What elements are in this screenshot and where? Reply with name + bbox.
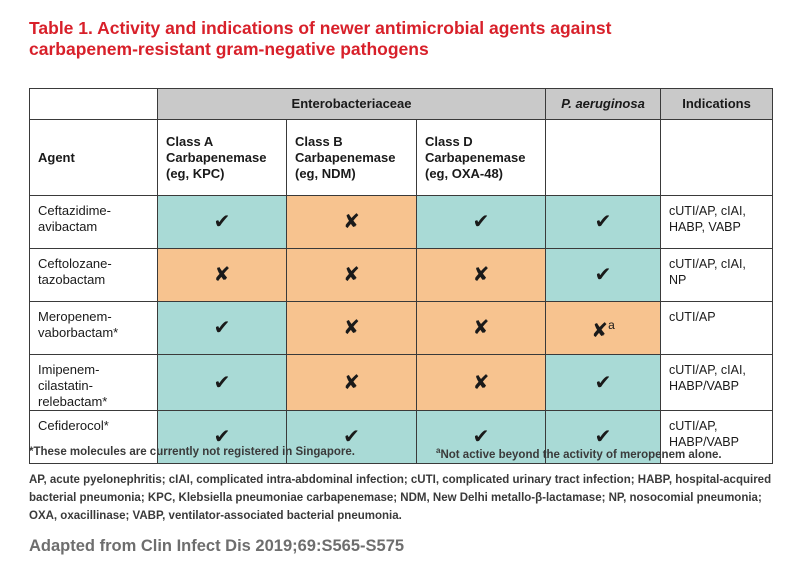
cross-icon: ✘ (343, 211, 360, 233)
check-icon: ✔ (343, 426, 360, 448)
indications-cell: cUTI/AP (661, 302, 773, 355)
pa-subheader-empty (546, 120, 661, 196)
cross-icon: ✘ (591, 320, 609, 342)
pa-cell (546, 355, 661, 411)
indications-cell: cUTI/AP, cIAI, HABP, VABP (661, 196, 773, 249)
footnote-ref: a (608, 318, 615, 332)
class-b-cell (287, 302, 417, 355)
check-icon: ✔ (472, 211, 490, 233)
class-d-header: Class D Carbapenemase (eg, OXA-48) (417, 120, 546, 196)
class-b-cell (287, 355, 417, 411)
footnote-a (436, 446, 722, 461)
title-line-1: Table 1. Activity and indications of newer antimicrobial agents against (29, 18, 612, 38)
table-row (30, 302, 773, 355)
cross-icon: ✘ (343, 371, 360, 394)
class-a-cell (158, 196, 287, 249)
enterobacteriaceae-header: Enterobacteriaceae (158, 89, 546, 120)
class-d-cell (417, 249, 546, 302)
class-d-cell (417, 302, 546, 355)
empty-corner-cell (30, 89, 158, 120)
table-body (30, 196, 773, 464)
check-icon: ✔ (213, 371, 231, 394)
class-b-cell (287, 196, 417, 249)
check-icon: ✔ (213, 317, 231, 339)
group-header-row (30, 89, 773, 120)
table-title (29, 18, 789, 60)
check-icon: ✔ (213, 211, 231, 233)
pa-cell (546, 302, 661, 355)
agent-header: Agent (30, 120, 158, 196)
check-icon: ✔ (594, 371, 612, 394)
cross-icon: ✘ (213, 264, 231, 286)
class-a-header: Class A Carbapenemase (eg, KPC) (158, 120, 287, 196)
footnote-star: *These molecules are currently not registered in Singapore. (29, 446, 355, 458)
check-icon: ✔ (472, 426, 490, 448)
class-b-cell (287, 249, 417, 302)
class-a-cell (158, 355, 287, 411)
check-icon: ✔ (594, 211, 612, 233)
agent-cell: Ceftazidime-avibactam (30, 196, 158, 249)
pa-cell (546, 249, 661, 302)
class-d-cell (417, 355, 546, 411)
footnote-a-text: Not active beyond the activity of meropenem alone. (440, 448, 722, 461)
check-icon: ✔ (594, 264, 612, 286)
indications-cell: cUTI/AP, cIAI, NP (661, 249, 773, 302)
source-citation: Adapted from Clin Infect Dis 2019;69:S565-S575 (29, 537, 405, 555)
check-icon: ✔ (594, 426, 612, 448)
activity-table (29, 88, 773, 464)
cross-icon: ✘ (343, 264, 360, 286)
table-row (30, 355, 773, 411)
column-header-row (30, 120, 773, 196)
cross-icon: ✘ (472, 317, 490, 339)
check-icon: ✔ (213, 426, 231, 448)
table-row (30, 196, 773, 249)
p-aeruginosa-header: P. aeruginosa (546, 89, 661, 120)
agent-cell: Ceftolozane-tazobactam (30, 249, 158, 302)
cross-icon: ✘ (472, 371, 490, 394)
class-b-header: Class B Carbapenemase (eg, NDM) (287, 120, 417, 196)
title-line-2: carbapenem-resistant gram-negative pathogens (29, 39, 429, 59)
class-a-cell (158, 249, 287, 302)
pa-cell (546, 196, 661, 249)
indications-cell: cUTI/AP, HABP/VABP (661, 411, 773, 464)
indications-cell: cUTI/AP, cIAI, HABP/VABP (661, 355, 773, 411)
footnote-a-mark: a (436, 446, 441, 455)
footnote-line (29, 446, 774, 461)
agent-cell: Meropenem-vaborbactam* (30, 302, 158, 355)
agent-cell: Cefiderocol* (30, 411, 158, 464)
indications-header: Indications (661, 89, 773, 120)
indications-subheader-empty (661, 120, 773, 196)
class-d-cell (417, 196, 546, 249)
table-row (30, 249, 773, 302)
agent-cell: Imipenem-cilastatin-relebactam* (30, 355, 158, 411)
abbreviations-footnote: AP, acute pyelonephritis; cIAI, complicated intra-abdominal infection; cUTI, complicated urinary tract infection; HABP, hospital-acquired bacterial pneumonia; KPC, Klebsiella pneumoniae carbapenemase; NDM, New Delhi metallo-β-lactamase; NP, nosocomial pneumonia; OXA, oxacillinase; VABP, ventilator-associated bacterial pneumonia. (29, 474, 772, 522)
class-a-cell (158, 302, 287, 355)
cross-icon: ✘ (343, 317, 360, 339)
cross-icon: ✘ (472, 264, 490, 286)
